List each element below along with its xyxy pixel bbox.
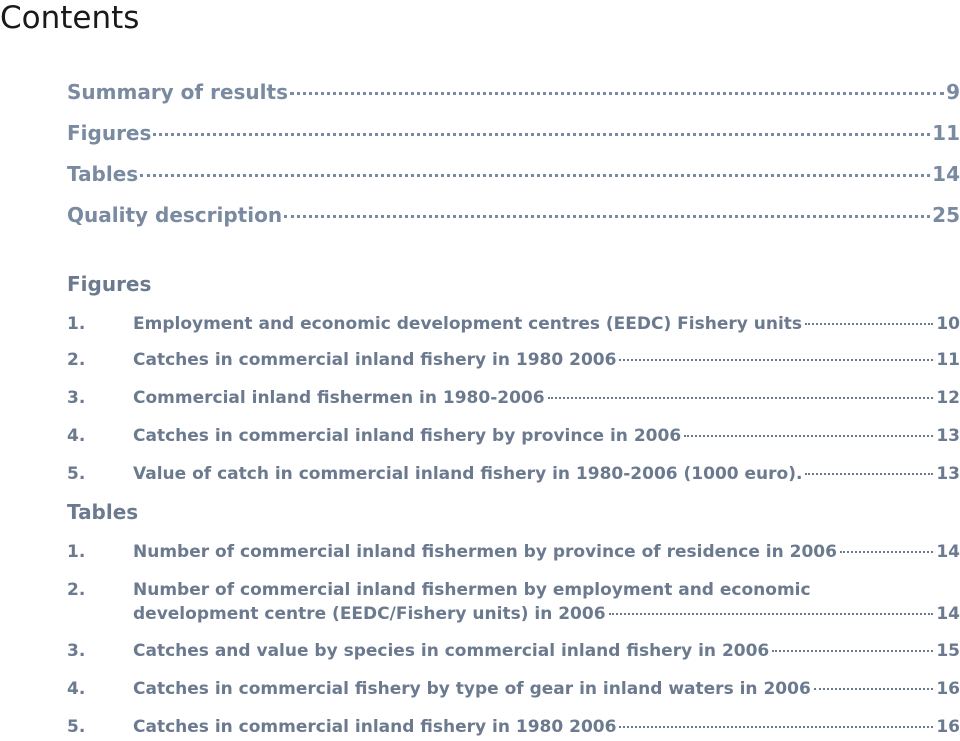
toc-entry-quality[interactable] — [67, 203, 960, 227]
tables-heading: Tables — [67, 500, 139, 524]
entry-page: 13 — [936, 426, 960, 446]
dot-leader — [284, 215, 930, 218]
toc-entry-label: Figures — [67, 121, 152, 145]
table-entry[interactable] — [67, 578, 960, 626]
dot-leader — [772, 650, 933, 652]
entry-page: 10 — [936, 314, 960, 334]
dot-leader — [840, 551, 933, 553]
entry-number: 5. — [67, 717, 86, 737]
toc-entry-tables[interactable] — [67, 162, 960, 186]
figure-entry[interactable] — [67, 312, 960, 336]
entry-label: Catches in commercial inland fishery by province in 2006 — [133, 426, 682, 446]
dot-leader — [609, 613, 934, 615]
entry-label: Catches in commercial fishery by type of gear in inland waters in 2006 — [133, 679, 811, 699]
entry-page: 14 — [936, 542, 960, 562]
table-entry[interactable] — [67, 715, 960, 739]
figure-entry[interactable] — [67, 462, 960, 486]
dot-leader — [140, 174, 930, 177]
entry-page: 12 — [936, 388, 960, 408]
entry-label: Employment and economic development centres (EEDC) Fishery units — [133, 314, 803, 334]
entry-page: 15 — [936, 641, 960, 661]
toc-entry-label: Quality description — [67, 203, 283, 227]
dot-leader — [805, 473, 933, 475]
entry-number: 2. — [67, 580, 86, 600]
entry-number: 2. — [67, 350, 86, 370]
entry-number: 1. — [67, 314, 86, 334]
entry-label: development centre (EEDC/Fishery units) in 2006 — [133, 604, 606, 624]
entry-label: Catches in commercial inland fishery in 1980 2006 — [133, 350, 617, 370]
entry-label: Number of commercial inland fishermen by province of residence in 2006 — [133, 542, 837, 562]
dot-leader — [548, 397, 934, 399]
entry-page: 16 — [936, 717, 960, 737]
toc-entry-page: 25 — [932, 203, 960, 227]
entry-label-line1: Number of commercial inland fishermen by employment and economic — [133, 580, 811, 600]
entry-page: 14 — [936, 604, 960, 624]
toc-entry-page: 9 — [946, 80, 960, 104]
entry-page: 16 — [936, 679, 960, 699]
table-entry[interactable] — [67, 677, 960, 701]
entry-page: 13 — [936, 464, 960, 484]
dot-leader — [619, 726, 933, 728]
toc-entry-label: Summary of results — [67, 80, 288, 104]
entry-number: 4. — [67, 426, 86, 446]
dot-leader — [619, 359, 933, 361]
toc-entry-page: 14 — [932, 162, 960, 186]
toc-entry-label: Tables — [67, 162, 139, 186]
figure-entry[interactable] — [67, 386, 960, 410]
figures-heading: Figures — [67, 272, 152, 296]
entry-label: Catches in commercial inland fishery in 1980 2006 — [133, 717, 617, 737]
figure-entry[interactable] — [67, 424, 960, 448]
dot-leader — [805, 323, 933, 325]
entry-label: Commercial inland fishermen in 1980-2006 — [133, 388, 545, 408]
entry-number: 1. — [67, 542, 86, 562]
page-title: Contents — [0, 0, 140, 36]
entry-number: 3. — [67, 641, 86, 661]
toc-entry-page: 11 — [932, 121, 960, 145]
toc-entry-summary[interactable] — [67, 80, 960, 104]
entry-label: Catches and value by species in commercial inland fishery in 2006 — [133, 641, 770, 661]
entry-number: 4. — [67, 679, 86, 699]
entry-label: Value of catch in commercial inland fishery in 1980-2006 (1000 euro). — [133, 464, 803, 484]
dot-leader — [684, 435, 933, 437]
entry-page: 11 — [936, 350, 960, 370]
dot-leader — [814, 688, 934, 690]
toc-entry-figures[interactable] — [67, 121, 960, 145]
figure-entry[interactable] — [67, 348, 960, 372]
dot-leader — [153, 133, 930, 136]
entry-number: 3. — [67, 388, 86, 408]
table-entry[interactable] — [67, 540, 960, 564]
table-entry[interactable] — [67, 639, 960, 663]
dot-leader — [290, 92, 944, 95]
entry-number: 5. — [67, 464, 86, 484]
